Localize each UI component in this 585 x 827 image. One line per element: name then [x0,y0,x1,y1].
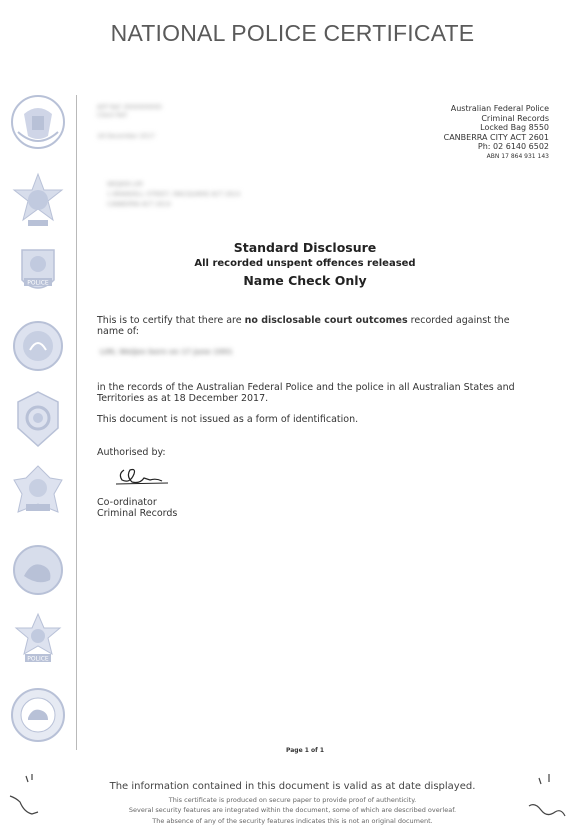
certify-prefix: This is to certify that there are [97,315,245,326]
queensland-police-badge-icon [8,170,68,232]
sender-abn: ABN 17 864 931 143 [486,152,549,160]
sa-police-badge-icon [8,462,68,524]
addressee-line-3: CANBERRA ACT 2614 [107,201,171,208]
certify-statement [97,315,529,337]
authoriser-role-line-2: Criminal Records [97,508,178,519]
victoria-police-badge-icon [8,610,68,672]
svg-text:POLICE: POLICE [27,655,49,663]
reference-block [97,104,162,120]
document-title: NATIONAL POLICE CERTIFICATE [110,20,475,46]
nsw-police-badge-icon [8,388,68,450]
sender-line-4: CANBERRA CITY ACT 2601 [443,132,549,142]
authoriser-role-line-1: Co-ordinator [97,497,157,508]
commonwealth-coat-of-arms-icon [8,92,68,154]
vertical-divider [76,95,77,750]
addressee-block [107,180,240,210]
security-features-notice: Several security features are integrated within the document, some of which are described overleaf. [128,806,457,814]
page-number: Page 1 of 1 [286,747,324,754]
person-name: LIM, Weijen born on 17 June 1991 [100,348,233,356]
disclosure-heading: Standard Disclosure [233,240,377,255]
security-paper-notice: This certificate is produced on secure paper to provide proof of authenticity. [168,796,417,804]
addressee-line-1: WEIJIEN LIM [107,181,143,188]
certify-suffix: recorded against the name of: [97,315,510,337]
sender-line-2: Criminal Records [481,113,549,123]
reference-line-1: AFP Ref: 0000000000 [97,104,162,111]
authenticity-notice: The absence of any of the security features indicates this is not an original document. [152,817,433,825]
sender-line-1: Australian Federal Police [450,104,549,113]
reference-line-2: Client Ref: [97,112,128,119]
sender-address [444,104,549,161]
sender-line-5: Ph: 02 6140 6502 [477,142,549,151]
sender-line-3: Locked Bag 8550 [480,123,549,132]
authoriser-role [97,497,529,519]
wa-police-badge-icon [8,314,68,376]
acic-seal-icon [8,684,68,746]
addressee-line-2: 1 BRANDELL STREET, MACQUARIE ACT 2614 [107,191,241,198]
validity-notice: The information contained in this document is valid as at date displayed. [109,781,476,792]
tasmania-police-badge-icon [8,538,68,600]
signature-icon [110,460,170,492]
svg-text:POLICE: POLICE [27,279,49,287]
authorised-by-label: Authorised by: [97,447,166,458]
letter-date: 18 December 2017 [97,133,155,140]
disclosure-subheading: All recorded unspent offences released [194,258,416,269]
certify-outcome: no disclosable court outcomes [244,315,408,326]
check-type-heading: Name Check Only [243,273,367,288]
records-statement: in the records of the Australian Federal Police and the police in all Australian States and Territories as at 18 December 2017. [97,382,515,404]
identification-note: This document is not issued as a form of identification. [97,414,359,425]
